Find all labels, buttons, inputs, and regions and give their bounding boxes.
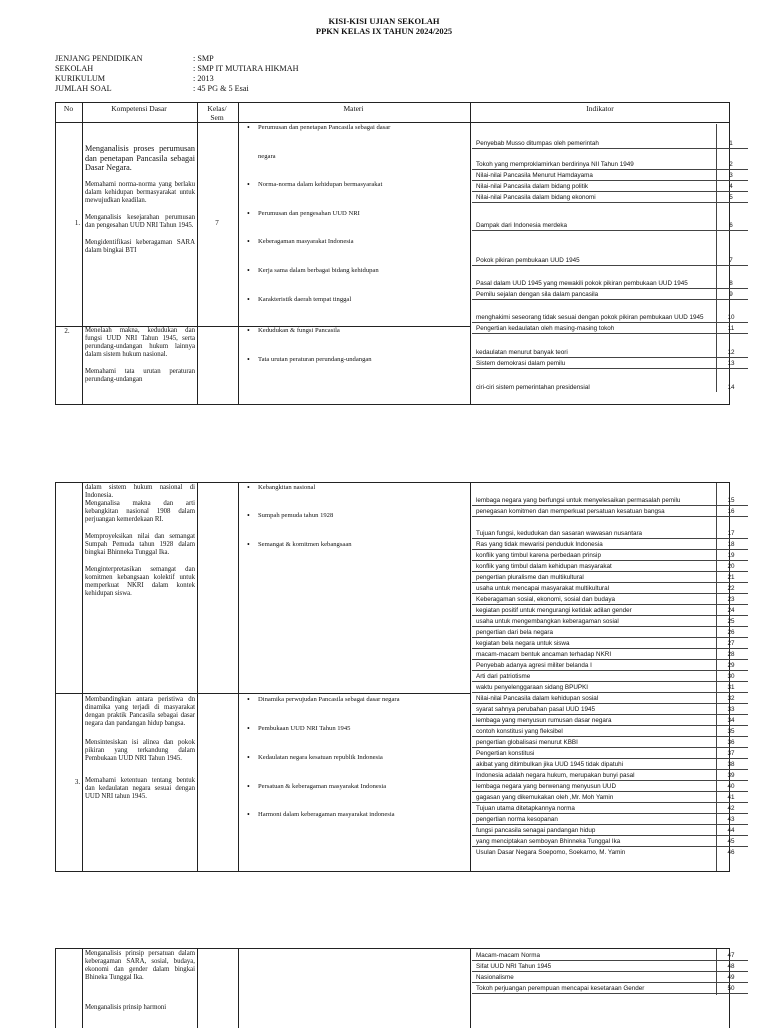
kd-text: Menganalisa makna dan arti kebangkitan nasional 1908 dalam perjuangan kemerdekaan RI. bbox=[85, 500, 195, 523]
indikator-row: kegiatan positif untuk mengurangi ketidak adilan gender 24 bbox=[472, 604, 748, 616]
indikator-row: Pengertian kedaulatan oleh masing-masing tokoh 11 bbox=[472, 322, 748, 334]
row-number: 1. bbox=[74, 219, 81, 227]
kompetensi-dasar-cell bbox=[85, 327, 195, 392]
indikator-row: syarat sahnya perubahan pasal UUD 1945 33 bbox=[472, 703, 748, 715]
kd-text: Mengidentifikasi keberagaman SARA dalam bingkai BTI bbox=[85, 238, 195, 254]
indikator-row: kedaulatan menurut banyak teori 12 bbox=[472, 333, 748, 358]
header-sem: Sem bbox=[210, 113, 224, 122]
indikator-row: kegiatan bela negara untuk siswa 27 bbox=[472, 637, 748, 649]
indikator-row: Pasal dalam UUD 1945 yang mewakili pokok pikiran pembukaan UUD 1945 8 bbox=[472, 265, 748, 289]
kd-text: Menelaah makna, kedudukan dan fungsi UUD NRI Tahun 1945, serta perundang-undangan hukum lainnya dalam sistem hukum nasional. bbox=[85, 327, 195, 358]
materi-item: • Kerja sama dalam berbagai bidang kehidupan bbox=[258, 267, 463, 275]
row-number: 3. bbox=[74, 778, 81, 786]
materi-item: • Semangat & komitmen kebangsaan bbox=[258, 541, 463, 549]
indikator-row: pengertian globalisasi menurut KBBI 36 bbox=[472, 736, 748, 748]
materi-item: • Karakteristik daerah tempat tinggal bbox=[258, 296, 463, 304]
indikator-list bbox=[472, 483, 748, 871]
indikator-row: menghakimi seseorang tidak sesuai dengan pokok pikiran pembukaan UUD 1945 10 bbox=[472, 299, 748, 323]
indikator-row: Tujuan utama ditetapkannya norma 42 bbox=[472, 802, 748, 814]
indikator-row: lembaga negara yang berwenang menyusun UUD 40 bbox=[472, 780, 748, 792]
header-no: No bbox=[63, 104, 74, 113]
indikator-row: Keberagaman sosial, ekonomi, sosial dan budaya 23 bbox=[472, 593, 748, 605]
indikator-row: Dampak dari Indonesia merdeka 6 bbox=[472, 202, 748, 231]
indikator-row: Tokoh perjuangan perempuan mencapai kesetaraan Gender 50 bbox=[472, 982, 748, 994]
indikator-row: Arti dari patriotisme 30 bbox=[472, 670, 748, 682]
kompetensi-dasar-cell bbox=[85, 484, 195, 606]
indikator-row: waktu penyelenggaraan sidang BPUPKI 31 bbox=[472, 681, 748, 693]
kd-text: Memahami tata urutan peraturan perundang-undangan bbox=[85, 368, 195, 383]
indikator-row: usaha untuk mencapai masyarakat multikultural 22 bbox=[472, 582, 748, 594]
kd-text: Mensintesiskan isi alinea dan pokok pikiran yang terkandung dalam Pembukaan UUD NRI Tahun 1945. bbox=[85, 739, 195, 762]
kd-text: Memahami norma-norma yang berlaku dalam kehidupan bermasyarakat untuk mewujudkan keadilan. bbox=[85, 180, 195, 204]
kd-text: Menganalisis proses perumusan dan penetapan Pancasila sebagai Dasar Negara. bbox=[85, 144, 195, 173]
indikator-row: Macam-macam Norma 47 bbox=[472, 949, 748, 961]
materi-item: • Perumusan dan penetapan Pancasila sebagai dasar bbox=[258, 124, 463, 132]
header-kompetensi-dasar: Kompetensi Dasar bbox=[111, 104, 167, 113]
indikator-row: penegasan komitmen dan memperkuat persatuan kesatuan bangsa 16 bbox=[472, 505, 748, 517]
meta-value: : SMP IT MUTIARA HIKMAH bbox=[193, 64, 299, 73]
indikator-row: konflik yang timbul karena perbedaan prinsip 19 bbox=[472, 549, 748, 561]
materi-item: • Kedaulatan negara kesatuan republik Indonesia bbox=[258, 754, 463, 762]
indikator-row: pengertian norma kesopanan 43 bbox=[472, 813, 748, 825]
meta-label: JENJANG PENDIDIKAN bbox=[55, 54, 143, 63]
indikator-row: lembaga yang menyusun rumusan dasar negara 34 bbox=[472, 714, 748, 726]
indikator-row: Pemilu sejalan dengan sila dalam pancasila 9 bbox=[472, 288, 748, 300]
kd-text: Memahami ketentuan tentang bentuk dan kedaulatan negara sesuai dengan UUD NRI tahun 1945. bbox=[85, 777, 195, 800]
materi-item: • Kedudukan & fungsi Pancasila bbox=[258, 327, 463, 335]
indikator-row: macam-macam bentuk ancaman terhadap NKRI 28 bbox=[472, 648, 748, 660]
indikator-row: contoh konstitusi yang fleksibel 35 bbox=[472, 725, 748, 737]
indikator-row: pengertian pluralisme dan multikultural 21 bbox=[472, 571, 748, 583]
indikator-row: konflik yang timbul dalam kehidupan masyarakat 20 bbox=[472, 560, 748, 572]
materi-item: • Norma-norma dalam kehidupan bermasyarakat bbox=[258, 181, 463, 189]
indikator-row: akibat yang ditimbulkan jika UUD 1945 tidak dipatuhi 38 bbox=[472, 758, 748, 770]
meta-value: : 45 PG & 5 Esai bbox=[193, 84, 249, 93]
indikator-row: Tujuan fungsi, kedudukan dan sasaran wawasan nusantara 17 bbox=[472, 516, 748, 539]
kompetensi-dasar-cell bbox=[85, 950, 195, 1020]
indikator-row: pengertian dari bela negara 26 bbox=[472, 626, 748, 638]
document-subtitle: PPKN KELAS IX TAHUN 2024/2025 bbox=[315, 26, 453, 36]
document-meta bbox=[0, 54, 768, 94]
indikator-row: gagasan yang dikemukakan oleh ,Mr. Moh Yamin 41 bbox=[472, 791, 748, 803]
indikator-row: lembaga negara yang berfungsi untuk menyelesaikan permasalah pemilu 15 bbox=[472, 483, 748, 506]
indikator-row: Nilai-nilai Pancasila dalam kehidupan sosial 32 bbox=[472, 692, 748, 704]
kd-text: Menganalisis kesejarahan perumusan dan pengesahan UUD NRI Tahun 1945. bbox=[85, 213, 195, 229]
indikator-row: Pengertian konstitusi 37 bbox=[472, 747, 748, 759]
indikator-row: Tokoh yang memproklamirkan berdirinya NII Tahun 1949 2 bbox=[472, 148, 748, 170]
indikator-row: Sifat UUD NRI Tahun 1945 48 bbox=[472, 960, 748, 972]
kd-text: Membandingkan antara peristiwa dn dinamika yang terjadi di masyarakat dengan praktik Pancasila sebagai dasar negara dan pandangan hidup bangsa. bbox=[85, 696, 195, 727]
indikator-row: fungsi pancasila senagai pandangan hidup 44 bbox=[472, 824, 748, 836]
indikator-list bbox=[472, 949, 748, 995]
indikator-row: Nilai-nilai Pancasila dalam bidang politik 4 bbox=[472, 180, 748, 192]
header-indikator: Indikator bbox=[586, 104, 614, 113]
meta-label: JUMLAH SOAL bbox=[55, 84, 112, 93]
indikator-row: Indonesia adalah negara hukum, merupakan bunyi pasal 39 bbox=[472, 769, 748, 781]
materi-item: • Tata urutan peraturan perundang-undangan bbox=[258, 356, 463, 364]
meta-label: KURIKULUM bbox=[55, 74, 106, 83]
document-title: KISI-KISI UJIAN SEKOLAH bbox=[328, 16, 440, 26]
materi-item: • Pembukaan UUD NRI Tahun 1945 bbox=[258, 725, 463, 733]
indikator-row: Ras yang tidak mewarisi penduduk Indonesia 18 bbox=[472, 538, 748, 550]
materi-item: • Harmoni dalam keberagaman masyarakat indonesia bbox=[258, 811, 463, 819]
materi-item-continuation: negara bbox=[258, 153, 276, 160]
meta-label: SEKOLAH bbox=[55, 64, 94, 73]
kd-text: dalam sistem hukum nasional di Indonesia. bbox=[85, 484, 195, 499]
kelas-value: 7 bbox=[215, 219, 219, 227]
materi-item: • Perumusan dan pengesahan UUD NRI bbox=[258, 210, 463, 218]
kd-text: Menganalisis prinsip persatuan dalam keberagaman SARA, sosial, budaya, ekonomi dan gender dalam bingkai Bhineka Tunggal Ika. bbox=[85, 950, 195, 981]
materi-item: • Persatuan & keberagaman masyarakat Indonesia bbox=[258, 783, 463, 791]
kompetensi-dasar-cell bbox=[85, 696, 195, 809]
indikator-row: Penyebab adanya agresi militer belanda I 29 bbox=[472, 659, 748, 671]
indikator-list bbox=[472, 124, 748, 394]
materi-item: • Dinamika perwujudan Pancasila sebagai dasar negara bbox=[258, 696, 463, 704]
meta-value: : SMP bbox=[193, 54, 214, 63]
indikator-row: Nilai-nilai Pancasila Menurut Hamdayama 3 bbox=[472, 169, 748, 181]
indikator-row: Nasionalisme 49 bbox=[472, 971, 748, 983]
indikator-row: yang menciptakan semboyan Bhinneka Tunggal Ika 45 bbox=[472, 835, 748, 847]
kd-text: Memproyeksikan nilai dan semangat Sumpah Pemuda tahun 1928 dalam bingkai Bhinneka Tunggal Ika. bbox=[85, 533, 195, 556]
header-materi: Materi bbox=[343, 104, 364, 113]
meta-value: : 2013 bbox=[193, 74, 214, 83]
indikator-row: usaha untuk mengembangkan keberagaman sosial 25 bbox=[472, 615, 748, 627]
header-kelas: Kelas/ bbox=[207, 104, 227, 113]
kd-text: Menginterpretasikan semangat dan komitmen kebangsaan kolektif untuk memperkuat NKRI dalam kontek kehidupan siswa. bbox=[85, 566, 195, 597]
indikator-row: ciri-ciri sistem pemerintahan presidensial 14 bbox=[476, 383, 735, 391]
kd-text: Menganalisis prinsip harmoni bbox=[85, 1004, 167, 1011]
materi-item: • Keberagaman masyarakat Indonesia bbox=[258, 238, 463, 246]
row-number: 2. bbox=[64, 327, 70, 335]
materi-item: • Kebangkitan nasional bbox=[258, 484, 463, 492]
kompetensi-dasar-cell bbox=[85, 144, 195, 263]
indikator-row: Usulan Dasar Negara Soepomo, Soekarno, M. Yamin 46 bbox=[476, 848, 735, 856]
indikator-row: Penyebab Musso ditumpas oleh pemerintah 1 bbox=[472, 124, 748, 149]
indikator-row: Pokok pikiran pembukaan UUD 1945 7 bbox=[472, 230, 748, 266]
indikator-row: Nilai-nilai Pancasila dalam bidang ekonomi 5 bbox=[472, 191, 748, 203]
indikator-row: Sistem demokrasi dalam pemilu 13 bbox=[472, 357, 748, 369]
materi-item: • Sumpah pemuda tahun 1928 bbox=[258, 512, 463, 520]
